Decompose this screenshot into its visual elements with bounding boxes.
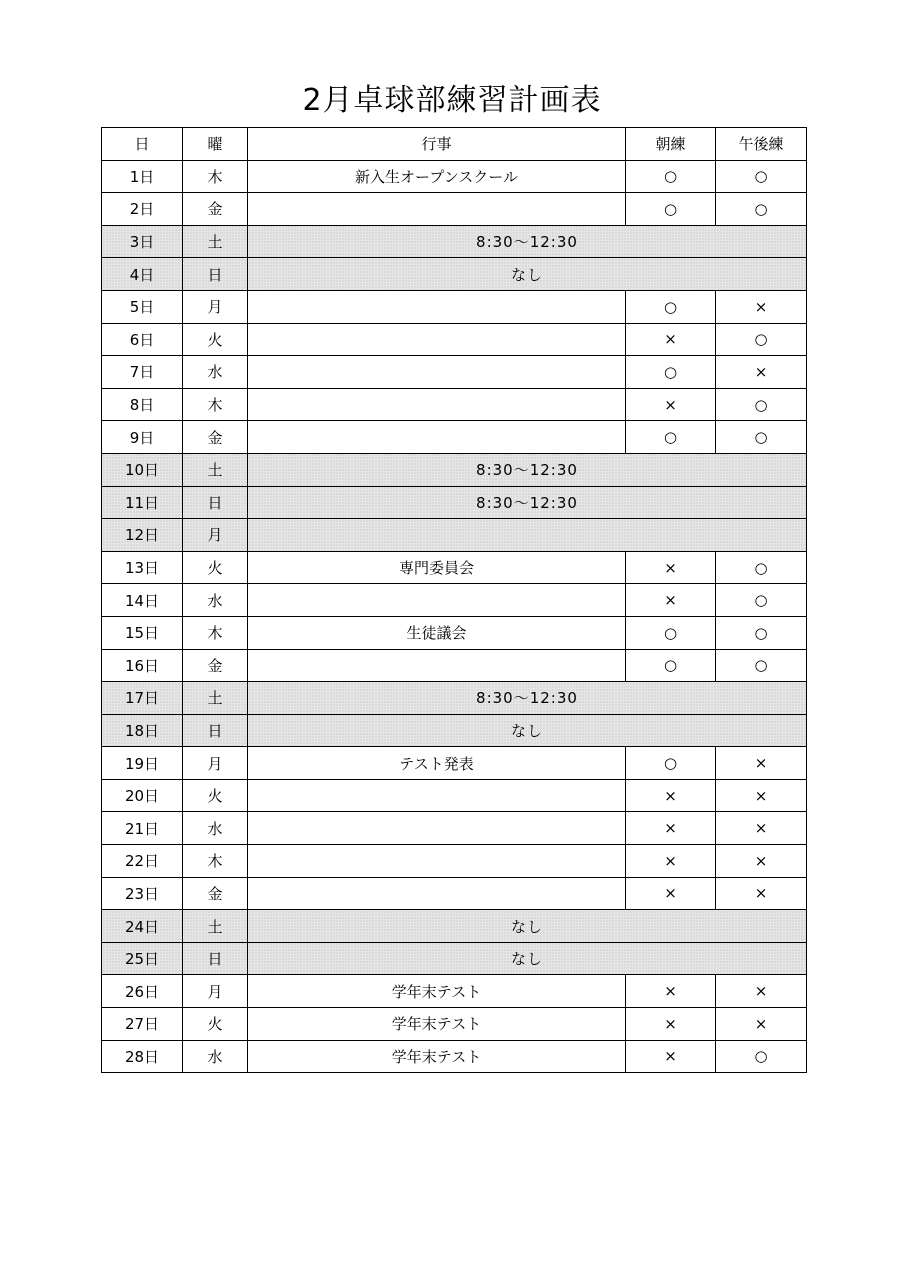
day-cell: 6日: [102, 323, 183, 356]
afternoon-practice-cell: ×: [716, 747, 807, 780]
table-row: [102, 714, 807, 747]
afternoon-practice-cell: ○: [716, 388, 807, 421]
day-cell: 3日: [102, 225, 183, 258]
afternoon-practice-cell: ○: [716, 421, 807, 454]
event-cell: [248, 845, 626, 878]
table-row: [102, 356, 807, 389]
weekday-cell: 土: [183, 225, 248, 258]
weekday-cell: 金: [183, 421, 248, 454]
practice-time-cell: なし: [248, 910, 807, 943]
table-row: [102, 160, 807, 193]
table-row: [102, 910, 807, 943]
table-row: [102, 747, 807, 780]
table-row: [102, 649, 807, 682]
morning-practice-cell: ×: [626, 388, 716, 421]
afternoon-practice-cell: ○: [716, 649, 807, 682]
day-cell: 4日: [102, 258, 183, 291]
weekday-cell: 火: [183, 323, 248, 356]
weekday-cell: 日: [183, 942, 248, 975]
event-cell: 学年末テスト: [248, 975, 626, 1008]
weekday-cell: 土: [183, 682, 248, 715]
weekday-cell: 日: [183, 486, 248, 519]
day-cell: 20日: [102, 779, 183, 812]
header-morning-practice: 朝練: [626, 128, 716, 161]
day-cell: 1日: [102, 160, 183, 193]
morning-practice-cell: ×: [626, 877, 716, 910]
event-cell: [248, 421, 626, 454]
afternoon-practice-cell: ×: [716, 845, 807, 878]
morning-practice-cell: ×: [626, 551, 716, 584]
morning-practice-cell: ×: [626, 812, 716, 845]
day-cell: 26日: [102, 975, 183, 1008]
header-row: [102, 128, 807, 161]
table-row: [102, 845, 807, 878]
weekday-cell: 日: [183, 258, 248, 291]
weekday-cell: 金: [183, 877, 248, 910]
practice-time-cell: 8:30〜12:30: [248, 225, 807, 258]
page-title: 2月卓球部練習計画表: [302, 83, 602, 118]
practice-schedule-table: [101, 127, 807, 1073]
table-row: [102, 942, 807, 975]
table-row: [102, 877, 807, 910]
day-cell: 2日: [102, 193, 183, 226]
day-cell: 22日: [102, 845, 183, 878]
day-cell: 9日: [102, 421, 183, 454]
weekday-cell: 月: [183, 975, 248, 1008]
header-day: 日: [102, 128, 183, 161]
afternoon-practice-cell: ×: [716, 290, 807, 323]
event-cell: [248, 812, 626, 845]
table-row: [102, 421, 807, 454]
event-cell: [248, 388, 626, 421]
event-cell: [248, 290, 626, 323]
weekday-cell: 木: [183, 160, 248, 193]
afternoon-practice-cell: ×: [716, 812, 807, 845]
afternoon-practice-cell: ○: [716, 193, 807, 226]
table-row: [102, 975, 807, 1008]
event-cell: [248, 649, 626, 682]
morning-practice-cell: ○: [626, 160, 716, 193]
day-cell: 14日: [102, 584, 183, 617]
event-cell: [248, 193, 626, 226]
event-cell: 専門委員会: [248, 551, 626, 584]
event-cell: [248, 877, 626, 910]
practice-time-cell: なし: [248, 714, 807, 747]
day-cell: 7日: [102, 356, 183, 389]
afternoon-practice-cell: ○: [716, 616, 807, 649]
event-cell: [248, 356, 626, 389]
table-row: [102, 584, 807, 617]
weekday-cell: 木: [183, 388, 248, 421]
header-event: 行事: [248, 128, 626, 161]
afternoon-practice-cell: ×: [716, 1008, 807, 1041]
day-cell: 5日: [102, 290, 183, 323]
practice-time-cell: 8:30〜12:30: [248, 682, 807, 715]
practice-time-cell: 8:30〜12:30: [248, 486, 807, 519]
table-row: [102, 193, 807, 226]
day-cell: 16日: [102, 649, 183, 682]
weekday-cell: 月: [183, 519, 248, 552]
weekday-cell: 日: [183, 714, 248, 747]
day-cell: 8日: [102, 388, 183, 421]
event-cell: [248, 323, 626, 356]
event-cell: 学年末テスト: [248, 1040, 626, 1073]
afternoon-practice-cell: ○: [716, 584, 807, 617]
day-cell: 15日: [102, 616, 183, 649]
afternoon-practice-cell: ×: [716, 975, 807, 1008]
day-cell: 13日: [102, 551, 183, 584]
table-row: [102, 812, 807, 845]
weekday-cell: 火: [183, 779, 248, 812]
event-cell: 生徒議会: [248, 616, 626, 649]
morning-practice-cell: ×: [626, 323, 716, 356]
day-cell: 19日: [102, 747, 183, 780]
weekday-cell: 土: [183, 453, 248, 486]
day-cell: 12日: [102, 519, 183, 552]
afternoon-practice-cell: ○: [716, 551, 807, 584]
afternoon-practice-cell: ×: [716, 356, 807, 389]
event-cell: [248, 779, 626, 812]
table-row: [102, 1040, 807, 1073]
day-cell: 17日: [102, 682, 183, 715]
event-cell: [248, 584, 626, 617]
weekday-cell: 土: [183, 910, 248, 943]
morning-practice-cell: ○: [626, 356, 716, 389]
weekday-cell: 金: [183, 193, 248, 226]
table-row: [102, 388, 807, 421]
table-row: [102, 453, 807, 486]
weekday-cell: 水: [183, 356, 248, 389]
afternoon-practice-cell: ○: [716, 160, 807, 193]
morning-practice-cell: ○: [626, 193, 716, 226]
morning-practice-cell: ×: [626, 1040, 716, 1073]
table-row: [102, 258, 807, 291]
day-cell: 23日: [102, 877, 183, 910]
day-cell: 21日: [102, 812, 183, 845]
morning-practice-cell: ○: [626, 616, 716, 649]
day-cell: 18日: [102, 714, 183, 747]
afternoon-practice-cell: ×: [716, 779, 807, 812]
weekday-cell: 月: [183, 747, 248, 780]
day-cell: 24日: [102, 910, 183, 943]
afternoon-practice-cell: ○: [716, 1040, 807, 1073]
table-row: [102, 323, 807, 356]
afternoon-practice-cell: ○: [716, 323, 807, 356]
header-afternoon-practice: 午後練: [716, 128, 807, 161]
afternoon-practice-cell: ×: [716, 877, 807, 910]
weekday-cell: 水: [183, 812, 248, 845]
table-row: [102, 225, 807, 258]
table-row: [102, 682, 807, 715]
morning-practice-cell: ○: [626, 649, 716, 682]
morning-practice-cell: ○: [626, 290, 716, 323]
morning-practice-cell: ○: [626, 747, 716, 780]
schedule-body: [102, 160, 807, 1073]
table-row: [102, 779, 807, 812]
morning-practice-cell: ×: [626, 779, 716, 812]
table-row: [102, 519, 807, 552]
morning-practice-cell: ○: [626, 421, 716, 454]
weekday-cell: 火: [183, 1008, 248, 1041]
morning-practice-cell: ×: [626, 975, 716, 1008]
weekday-cell: 金: [183, 649, 248, 682]
weekday-cell: 木: [183, 616, 248, 649]
weekday-cell: 月: [183, 290, 248, 323]
day-cell: 25日: [102, 942, 183, 975]
table-row: [102, 1008, 807, 1041]
day-cell: 10日: [102, 453, 183, 486]
weekday-cell: 木: [183, 845, 248, 878]
practice-time-cell: [248, 519, 807, 552]
event-cell: 学年末テスト: [248, 1008, 626, 1041]
day-cell: 11日: [102, 486, 183, 519]
practice-time-cell: 8:30〜12:30: [248, 453, 807, 486]
day-cell: 28日: [102, 1040, 183, 1073]
morning-practice-cell: ×: [626, 845, 716, 878]
morning-practice-cell: ×: [626, 584, 716, 617]
table-row: [102, 551, 807, 584]
table-row: [102, 616, 807, 649]
practice-time-cell: なし: [248, 258, 807, 291]
weekday-cell: 水: [183, 584, 248, 617]
header-weekday: 曜: [183, 128, 248, 161]
weekday-cell: 火: [183, 551, 248, 584]
weekday-cell: 水: [183, 1040, 248, 1073]
practice-time-cell: なし: [248, 942, 807, 975]
event-cell: 新入生オープンスクール: [248, 160, 626, 193]
day-cell: 27日: [102, 1008, 183, 1041]
morning-practice-cell: ×: [626, 1008, 716, 1041]
event-cell: テスト発表: [248, 747, 626, 780]
table-row: [102, 486, 807, 519]
table-row: [102, 290, 807, 323]
